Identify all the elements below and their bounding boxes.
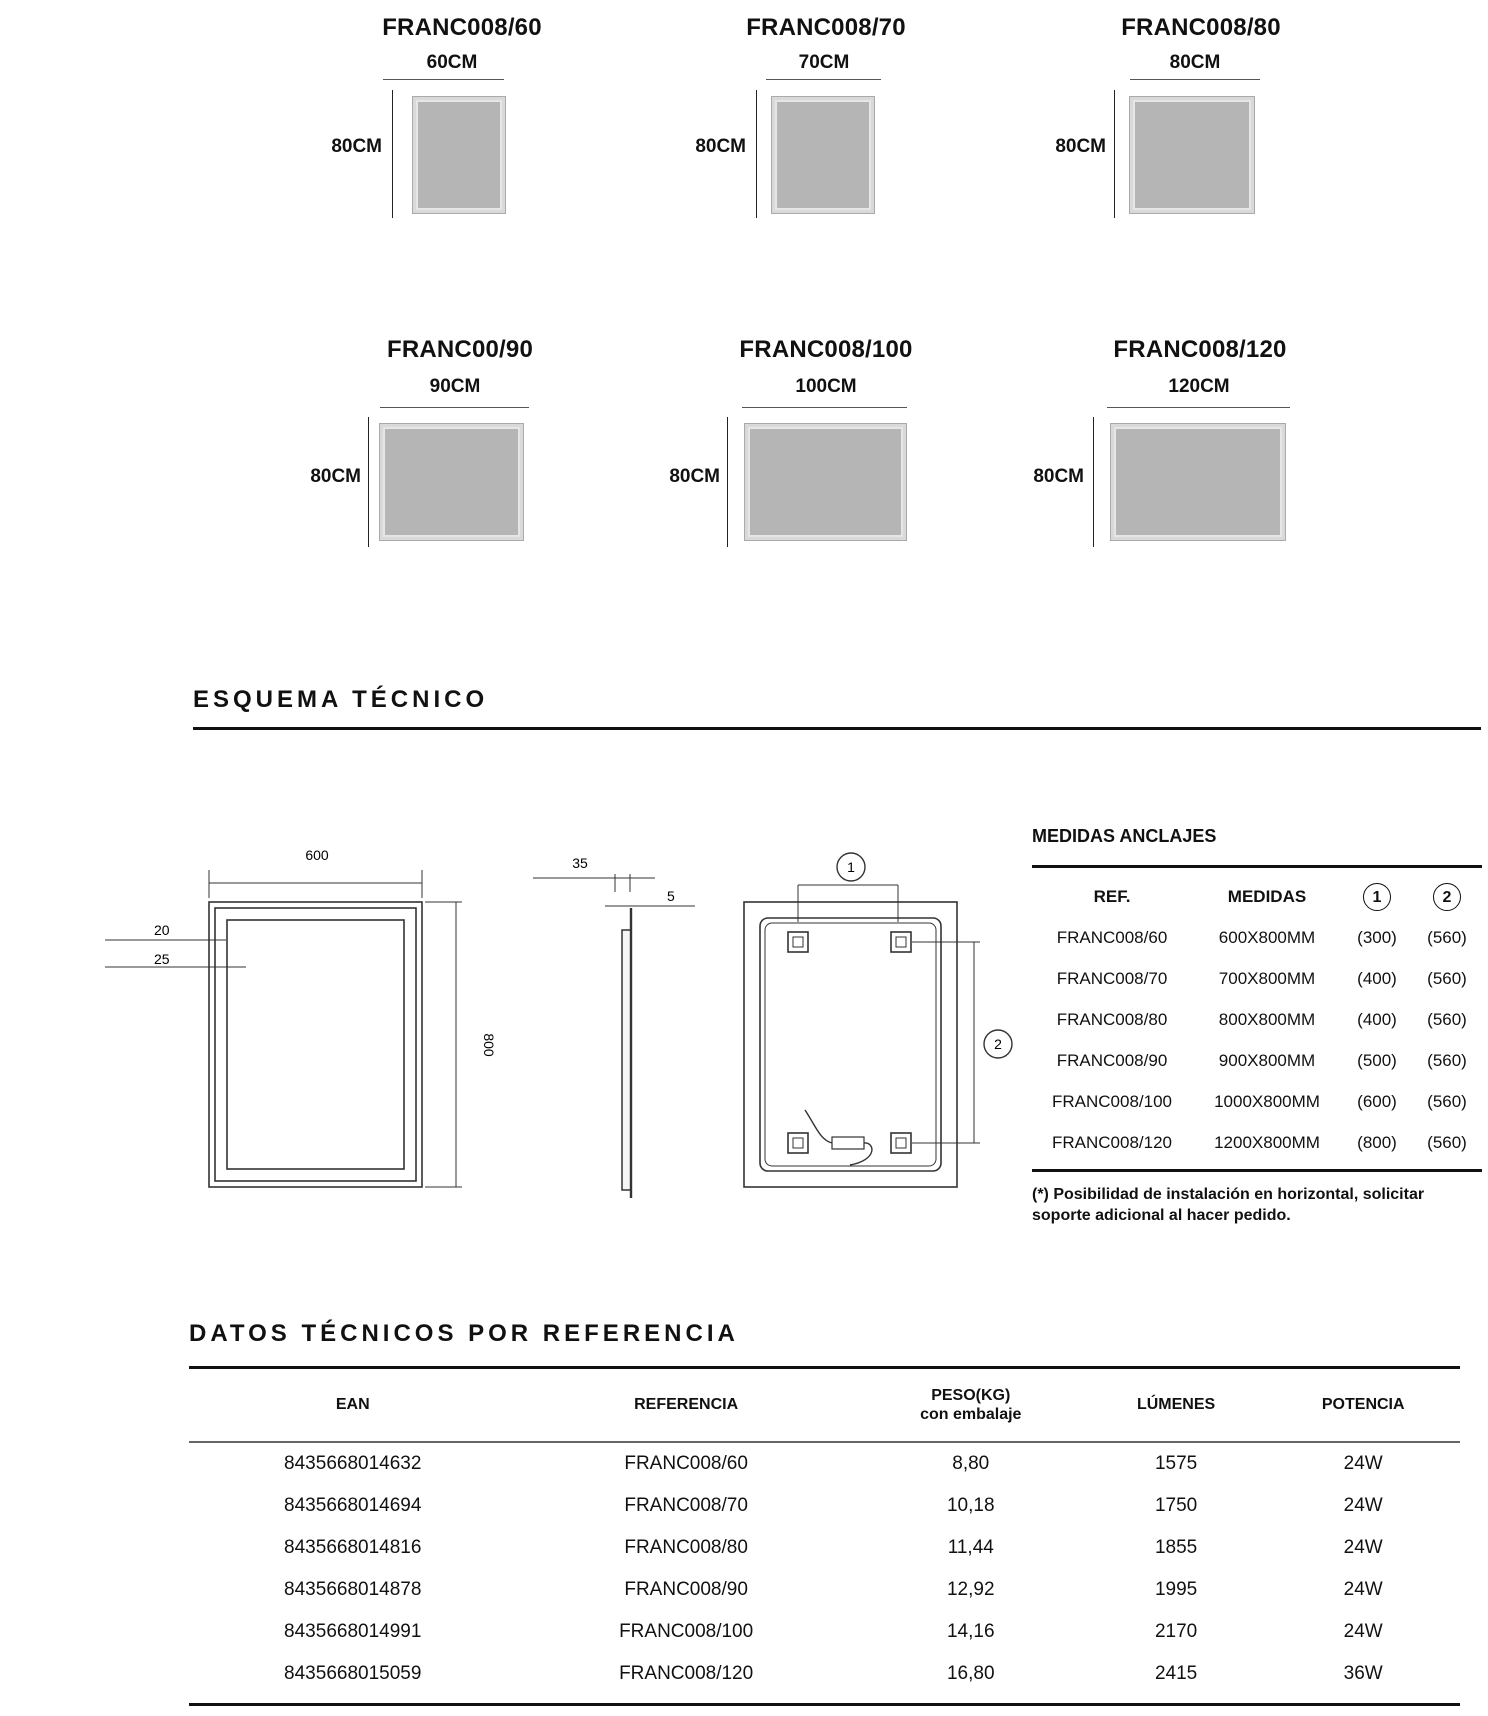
table-row [189,1443,1460,1485]
anclajes-rule [1032,865,1482,868]
cell-peso: 8,80 [952,1452,990,1474]
cell-peso: 12,92 [946,1578,995,1600]
model-title: FRANC008/70 [746,14,906,41]
header-circle-1: 1 [1363,883,1391,911]
header-peso [856,1369,1086,1441]
cell-referencia: FRANC008/80 [624,1536,748,1558]
cell-c2: (560) [1427,968,1467,988]
width-label: 100CM [795,376,857,397]
note-line-2: soporte adicional al hacer pedido. [1032,1207,1291,1224]
cell-ean: 8435668014632 [284,1452,422,1474]
width-label: 80CM [1169,52,1221,73]
cell-ref: FRANC008/80 [1056,1009,1168,1029]
callout-1: 1 [847,859,855,875]
anclajes-header-row [1032,877,1482,917]
model-title: FRANC00/90 [386,336,534,363]
cell-peso: 16,80 [946,1662,995,1684]
model-title: FRANC008/60 [382,14,542,41]
dim-25: 25 [154,951,170,967]
header-referencia: REFERENCIA [634,1396,739,1413]
height-line [756,90,757,218]
note-line-1: (*) Posibilidad de instalación en horizontal, solicitar [1032,1186,1425,1203]
cell-medidas: 1200X800MM [1214,1132,1320,1152]
front-view [105,870,462,1187]
height-line [1093,417,1094,547]
anclajes-note [1032,1184,1482,1226]
cell-medidas: 1000X800MM [1214,1091,1320,1111]
mirror-image [380,424,523,540]
height-line [1114,90,1115,218]
front-outer-frame [209,902,422,1187]
table-row [189,1485,1460,1527]
cell-c2: (560) [1427,1009,1467,1029]
cell-medidas: 700X800MM [1218,968,1316,988]
cell-c1: (600) [1357,1091,1397,1111]
mirror-image [1130,97,1254,213]
dim-600: 600 [305,847,329,863]
height-label: 80CM [695,136,746,157]
dim-20: 20 [154,922,170,938]
table-row [1032,917,1482,958]
cell-referencia: FRANC008/90 [624,1578,748,1600]
cell-c2: (560) [1427,1050,1467,1070]
cell-potencia: 24W [1343,1536,1383,1558]
height-label: 80CM [1055,136,1106,157]
cell-c1: (500) [1357,1050,1397,1070]
side-view [533,874,695,1198]
header-peso-sub: con embalaje [920,1406,1022,1423]
header-circle-2: 2 [1433,883,1461,911]
cell-medidas: 600X800MM [1218,927,1316,947]
height-label: 80CM [1033,466,1084,487]
table-row [1032,958,1482,999]
width-line [1107,407,1290,408]
width-line [742,407,907,408]
cell-ean: 8435668014816 [284,1536,422,1558]
cell-lumenes: 1750 [1154,1494,1198,1516]
mirror-image [772,97,874,213]
width-label: 120CM [1168,376,1230,397]
cell-ean: 8435668014991 [284,1620,422,1642]
table-row [189,1569,1460,1611]
mirror-image [1111,424,1285,540]
cell-ean: 8435668014878 [284,1578,422,1600]
datos-table [189,1369,1460,1695]
datos-bottom-rule [189,1703,1460,1706]
esquema-title: ESQUEMA TÉCNICO [193,686,489,713]
datos-title: DATOS TÉCNICOS POR REFERENCIA [189,1320,739,1347]
model-title: FRANC008/80 [1121,14,1281,41]
cell-lumenes: 1855 [1154,1536,1198,1558]
cell-ref: FRANC008/70 [1056,968,1168,988]
width-line [383,79,504,80]
height-line [727,417,728,547]
cell-c1: (400) [1357,1009,1397,1029]
cell-referencia: FRANC008/120 [619,1662,754,1684]
model-title: FRANC008/100 [739,336,913,363]
cell-referencia: FRANC008/100 [619,1620,754,1642]
front-inner-glass [227,920,404,1169]
cell-c2: (560) [1427,1091,1467,1111]
cell-potencia: 24W [1343,1452,1383,1474]
cell-lumenes: 1995 [1154,1578,1198,1600]
cell-ref: FRANC008/60 [1056,927,1168,947]
cell-lumenes: 2415 [1154,1662,1198,1684]
height-line [368,417,369,547]
esquema-rule [193,727,1481,730]
cell-ref: FRANC008/90 [1056,1050,1168,1070]
cell-c2: (560) [1427,1132,1467,1152]
cell-medidas: 900X800MM [1218,1050,1316,1070]
cell-c2: (560) [1427,927,1467,947]
cell-lumenes: 2170 [1154,1620,1198,1642]
technical-drawing [100,830,1040,1210]
width-line [766,79,881,80]
cell-potencia: 24W [1343,1620,1383,1642]
width-label: 90CM [429,376,481,397]
anclajes-table [1032,877,1482,1163]
anclajes-title: MEDIDAS ANCLAJES [1032,826,1217,846]
datos-header-row [189,1369,1460,1441]
height-label: 80CM [331,136,382,157]
width-label: 60CM [426,52,478,73]
table-row [1032,999,1482,1040]
table-row [189,1611,1460,1653]
header-ref: REF. [1093,887,1131,906]
cell-lumenes: 1575 [1154,1452,1198,1474]
header-lumenes: LÚMENES [1136,1396,1216,1413]
width-label: 70CM [798,52,850,73]
model-title: FRANC008/120 [1113,336,1287,363]
table-row [189,1653,1460,1695]
height-line [392,90,393,218]
front-led-frame [215,908,416,1181]
header-ean: EAN [335,1396,370,1413]
height-label: 80CM [669,466,720,487]
cell-peso: 11,44 [947,1536,994,1558]
mirror-image [413,97,505,213]
header-medidas: MEDIDAS [1227,887,1307,906]
cell-c1: (300) [1357,927,1397,947]
cell-ref: FRANC008/100 [1051,1091,1172,1111]
callout-2: 2 [994,1036,1002,1052]
width-line [1130,79,1260,80]
header-potencia: POTENCIA [1321,1396,1405,1413]
dim-5: 5 [667,888,675,904]
cell-ean: 8435668015059 [284,1662,422,1684]
cell-c1: (400) [1357,968,1397,988]
cell-ref: FRANC008/120 [1051,1132,1172,1152]
table-row [1032,1040,1482,1081]
height-label: 80CM [310,466,361,487]
width-line [380,407,529,408]
cell-potencia: 24W [1343,1578,1383,1600]
header-peso-label: PESO(KG) [931,1387,1011,1404]
table-row [189,1527,1460,1569]
mirror-image [745,424,906,540]
cell-c1: (800) [1357,1132,1397,1152]
cell-potencia: 36W [1343,1662,1383,1684]
cell-peso: 10,18 [946,1494,995,1516]
table-row [1032,1122,1482,1163]
cell-referencia: FRANC008/60 [624,1452,748,1474]
cell-potencia: 24W [1343,1494,1383,1516]
back-view [744,885,980,1187]
table-row [1032,1081,1482,1122]
anclajes-bottom-rule [1032,1169,1482,1172]
dim-35: 35 [572,855,588,871]
cell-peso: 14,16 [946,1620,995,1642]
dim-800: 800 [481,1033,497,1057]
cell-referencia: FRANC008/70 [624,1494,748,1516]
cell-medidas: 800X800MM [1218,1009,1316,1029]
cell-ean: 8435668014694 [284,1494,422,1516]
